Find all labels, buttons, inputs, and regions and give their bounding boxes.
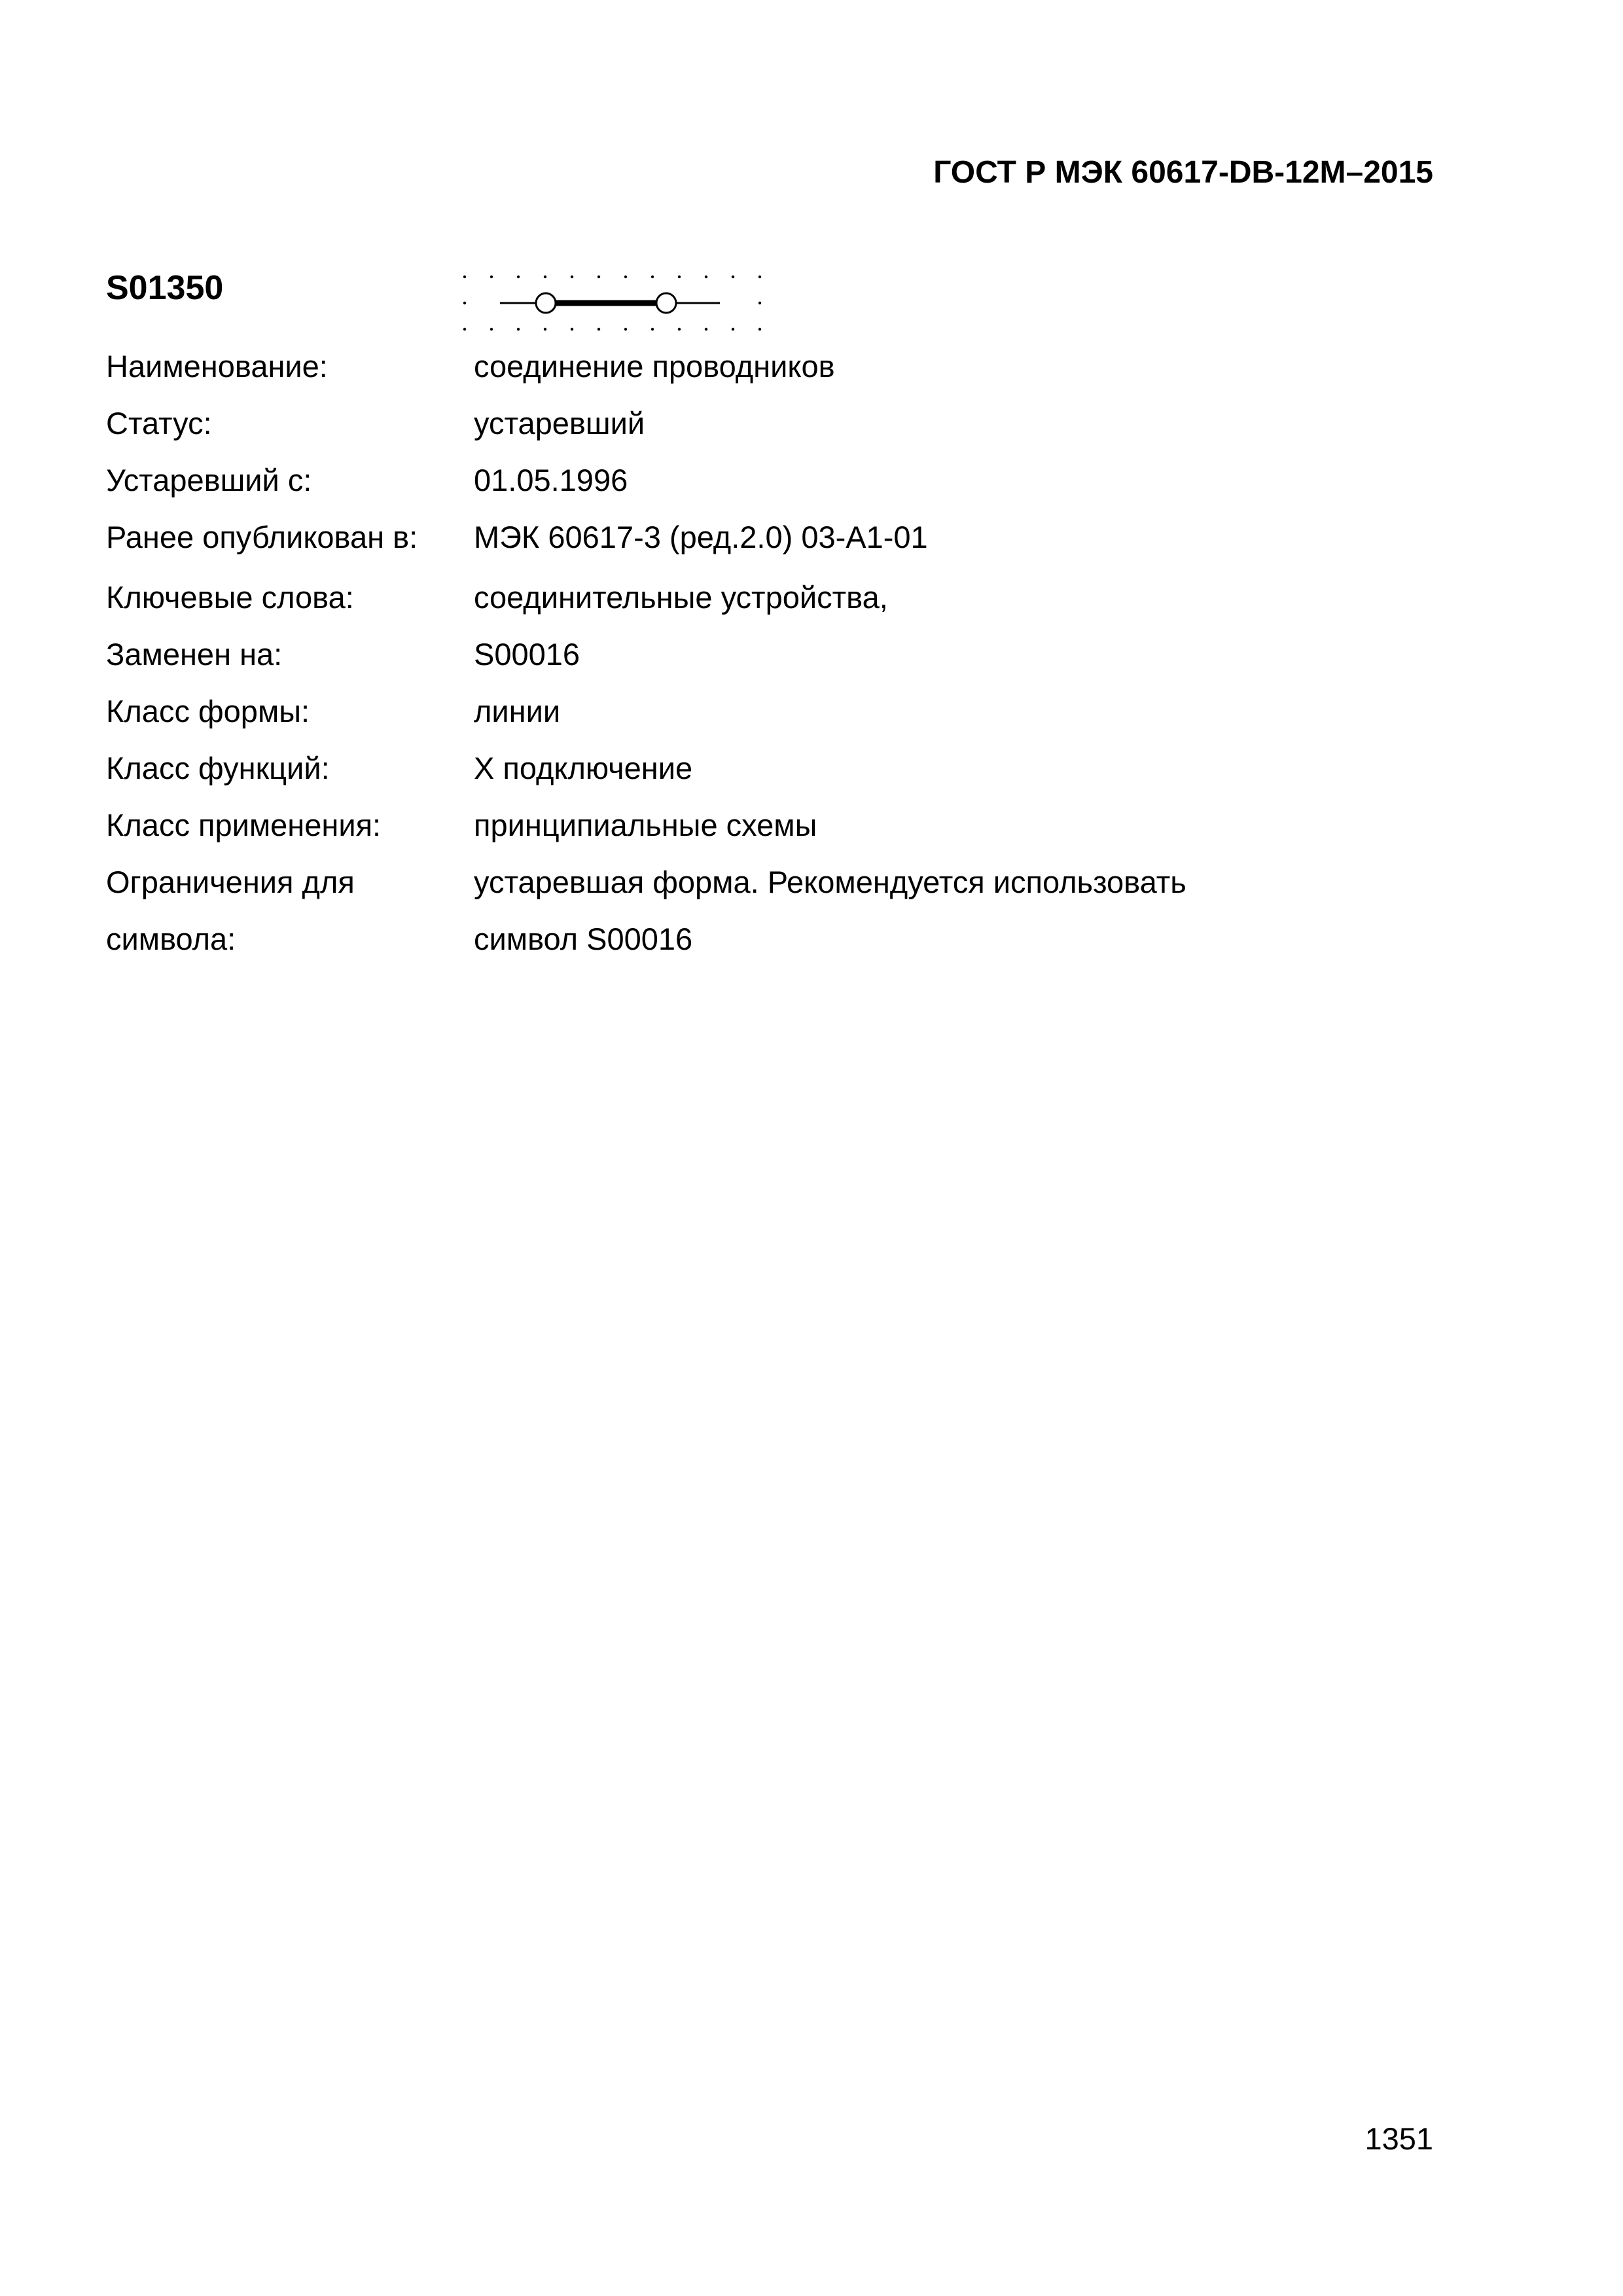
property-label: Ранее опубликован в:	[106, 520, 418, 554]
grid-dot	[490, 328, 493, 331]
property-label: символа:	[106, 922, 236, 956]
grid-dot	[758, 276, 761, 278]
grid-dot	[651, 328, 654, 331]
grid-dot	[678, 328, 681, 331]
symbol-id: S01350	[106, 269, 224, 307]
grid-dot	[571, 328, 573, 331]
property-value: S00016	[474, 637, 580, 672]
standard-designation: ГОСТ Р МЭК 60617-DB-12M–2015	[933, 155, 1433, 190]
property-label: Ключевые слова:	[106, 580, 354, 615]
property-value: 01.05.1996	[474, 463, 628, 497]
grid-dot	[678, 276, 681, 278]
grid-dot	[732, 328, 734, 331]
property-value: соединительные устройства,	[474, 580, 888, 615]
grid-dot	[517, 328, 520, 331]
grid-dot	[571, 276, 573, 278]
grid-dot	[463, 328, 466, 331]
property-label: Класс формы:	[106, 694, 310, 728]
property-value: устаревший	[474, 406, 645, 440]
grid-dot	[597, 276, 600, 278]
grid-dot	[705, 328, 707, 331]
grid-dot	[597, 328, 600, 331]
grid-dot	[463, 276, 466, 278]
symbol-right-node	[656, 293, 676, 313]
grid-dot	[463, 302, 466, 304]
grid-dot	[544, 328, 546, 331]
page-number: 1351	[1364, 2121, 1433, 2156]
property-label: Класс функций:	[106, 751, 330, 785]
property-label: Наименование:	[106, 349, 328, 384]
property-label: Ограничения для	[106, 865, 355, 899]
grid-dot	[705, 276, 707, 278]
grid-dot	[758, 328, 761, 331]
symbol-left-node	[536, 293, 556, 313]
property-label: Класс применения:	[106, 808, 382, 842]
property-label: Устаревший с:	[106, 463, 312, 497]
grid-dot	[758, 302, 761, 304]
property-value: принципиальные схемы	[474, 808, 817, 842]
grid-dot	[651, 276, 654, 278]
grid-dot	[624, 276, 627, 278]
grid-dot	[732, 276, 734, 278]
property-label: Статус:	[106, 406, 212, 440]
grid-dot	[517, 276, 520, 278]
property-value: устаревшая форма. Рекомендуется использовать	[474, 865, 1186, 899]
property-label: Заменен на:	[106, 637, 283, 672]
property-value: соединение проводников	[474, 349, 835, 384]
property-value: линии	[474, 694, 561, 728]
property-value: МЭК 60617-3 (ред.2.0) 03-A1-01	[474, 520, 928, 554]
grid-dot	[624, 328, 627, 331]
grid-dot	[544, 276, 546, 278]
property-value: символ S00016	[474, 922, 693, 956]
conductor-joint-symbol-icon	[458, 265, 766, 337]
property-value: X подключение	[474, 751, 693, 785]
grid-dot	[490, 276, 493, 278]
